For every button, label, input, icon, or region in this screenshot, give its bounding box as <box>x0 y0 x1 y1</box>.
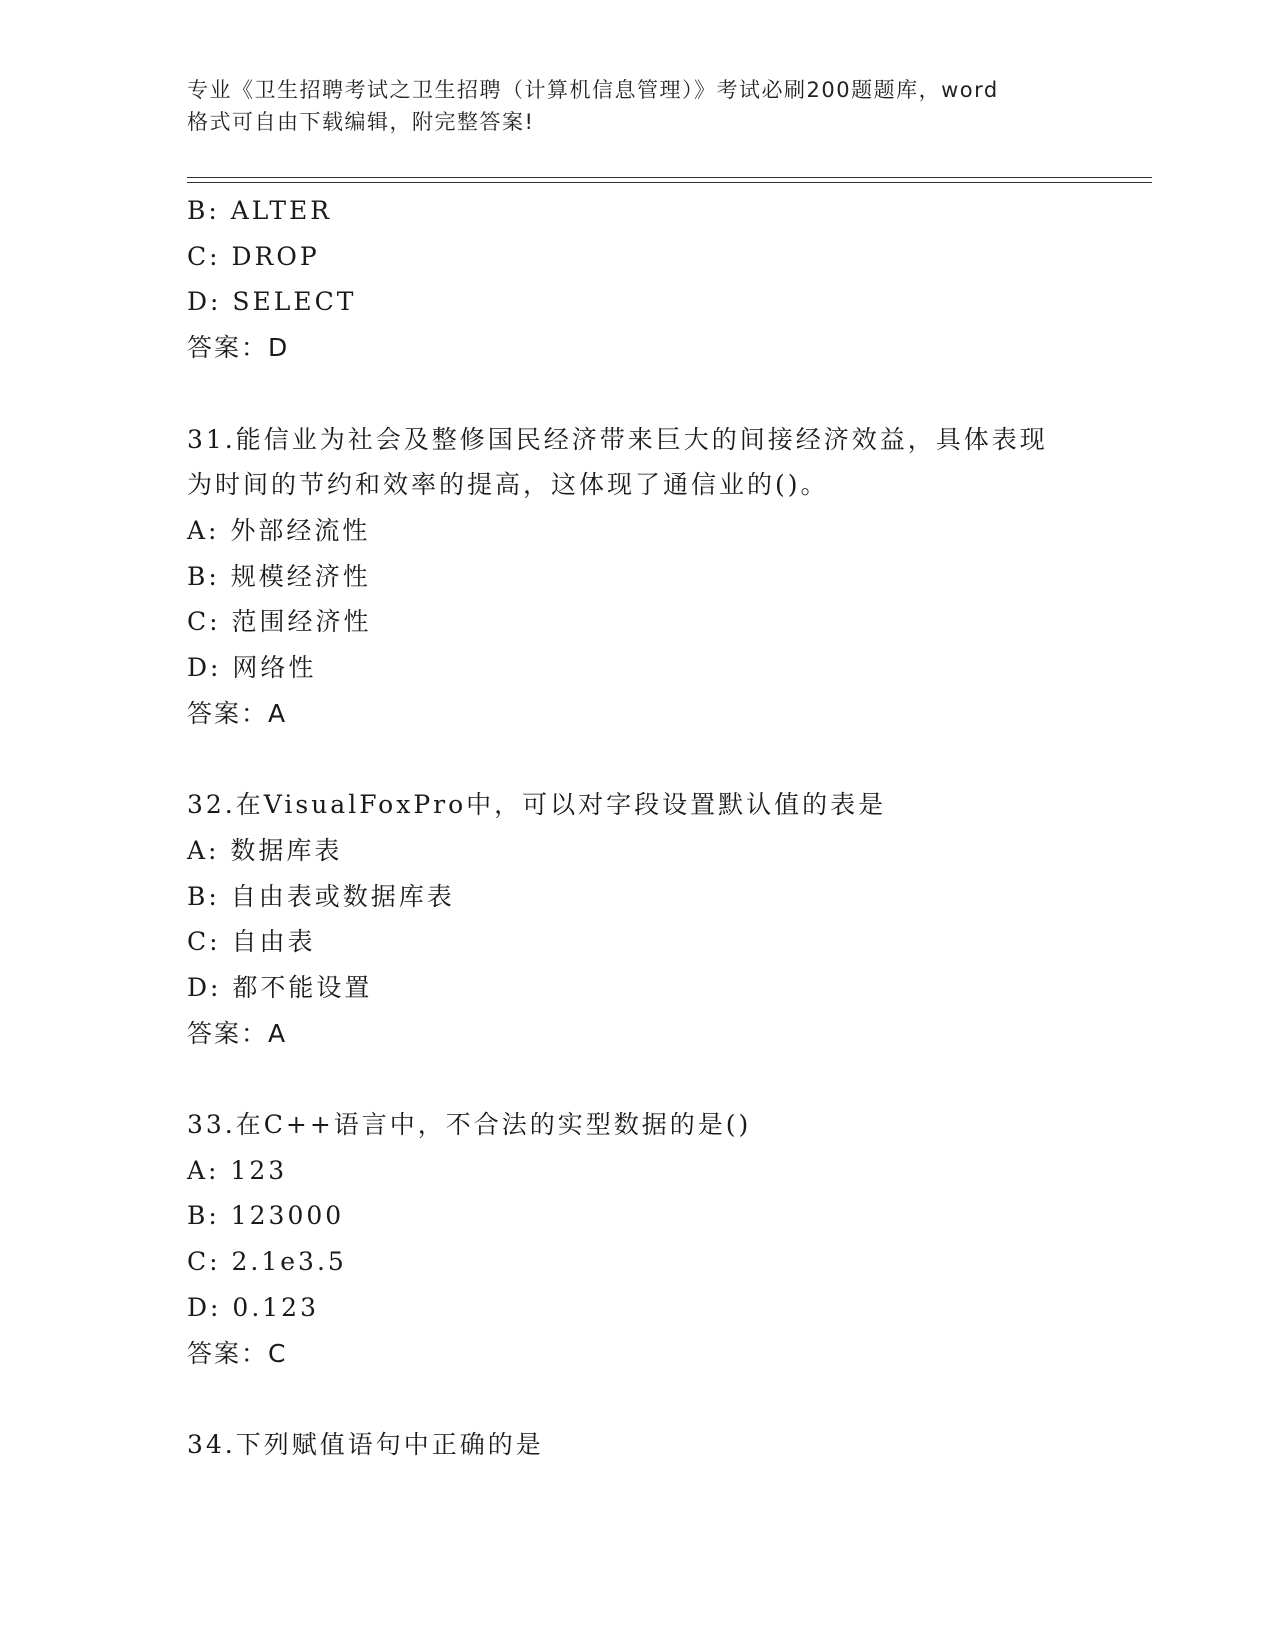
header-divider-bottom <box>187 182 1152 183</box>
option-c: C: 自由表 <box>187 927 316 957</box>
question-31 <box>187 417 1107 737</box>
option-a: A: 数据库表 <box>187 835 343 865</box>
option-b: B: 规模经济性 <box>187 561 371 591</box>
option-d: D: SELECT <box>187 287 357 317</box>
option-b: B: 自由表或数据库表 <box>187 881 455 911</box>
option-c: C: 范围经济性 <box>187 607 372 637</box>
answer-label: 答案：D <box>187 333 290 363</box>
option-a: A: 123 <box>187 1155 288 1185</box>
answer-label: 答案：C <box>187 1338 288 1368</box>
question-fragment <box>187 188 1107 371</box>
header-line-1: 专业《卫生招聘考试之卫生招聘（计算机信息管理）》考试必刷200题题库，word <box>187 78 999 102</box>
question-text-continued: 为时间的节约和效率的提高，这体现了通信业的()。 <box>187 470 829 500</box>
document-body <box>187 188 1107 1468</box>
option-c: C: 2.1e3.5 <box>187 1247 347 1277</box>
question-text: 33.在C++语言中，不合法的实型数据的是() <box>187 1110 752 1140</box>
question-33 <box>187 1102 1107 1376</box>
option-c: C: DROP <box>187 241 320 271</box>
option-d: D: 网络性 <box>187 653 317 683</box>
option-d: D: 都不能设置 <box>187 972 373 1002</box>
option-a: A: 外部经流性 <box>187 515 371 545</box>
question-text: 34.下列赋值语句中正确的是 <box>187 1429 544 1459</box>
header-divider-top <box>187 177 1152 178</box>
question-34 <box>187 1422 1107 1468</box>
question-text: 32.在VisualFoxPro中，可以对字段设置默认值的表是 <box>187 790 887 820</box>
question-32 <box>187 782 1107 1056</box>
answer-label: 答案：A <box>187 698 288 728</box>
document-header <box>187 74 1087 138</box>
option-d: D: 0.123 <box>187 1292 319 1322</box>
option-b: B: ALTER <box>187 196 333 225</box>
header-line-2: 格式可自由下载编辑，附完整答案! <box>187 110 535 134</box>
option-b: B: 123000 <box>187 1201 345 1231</box>
question-text: 31.能信业为社会及整修国民经济带来巨大的间接经济效益，具体表现 <box>187 424 1048 454</box>
answer-label: 答案：A <box>187 1018 288 1048</box>
